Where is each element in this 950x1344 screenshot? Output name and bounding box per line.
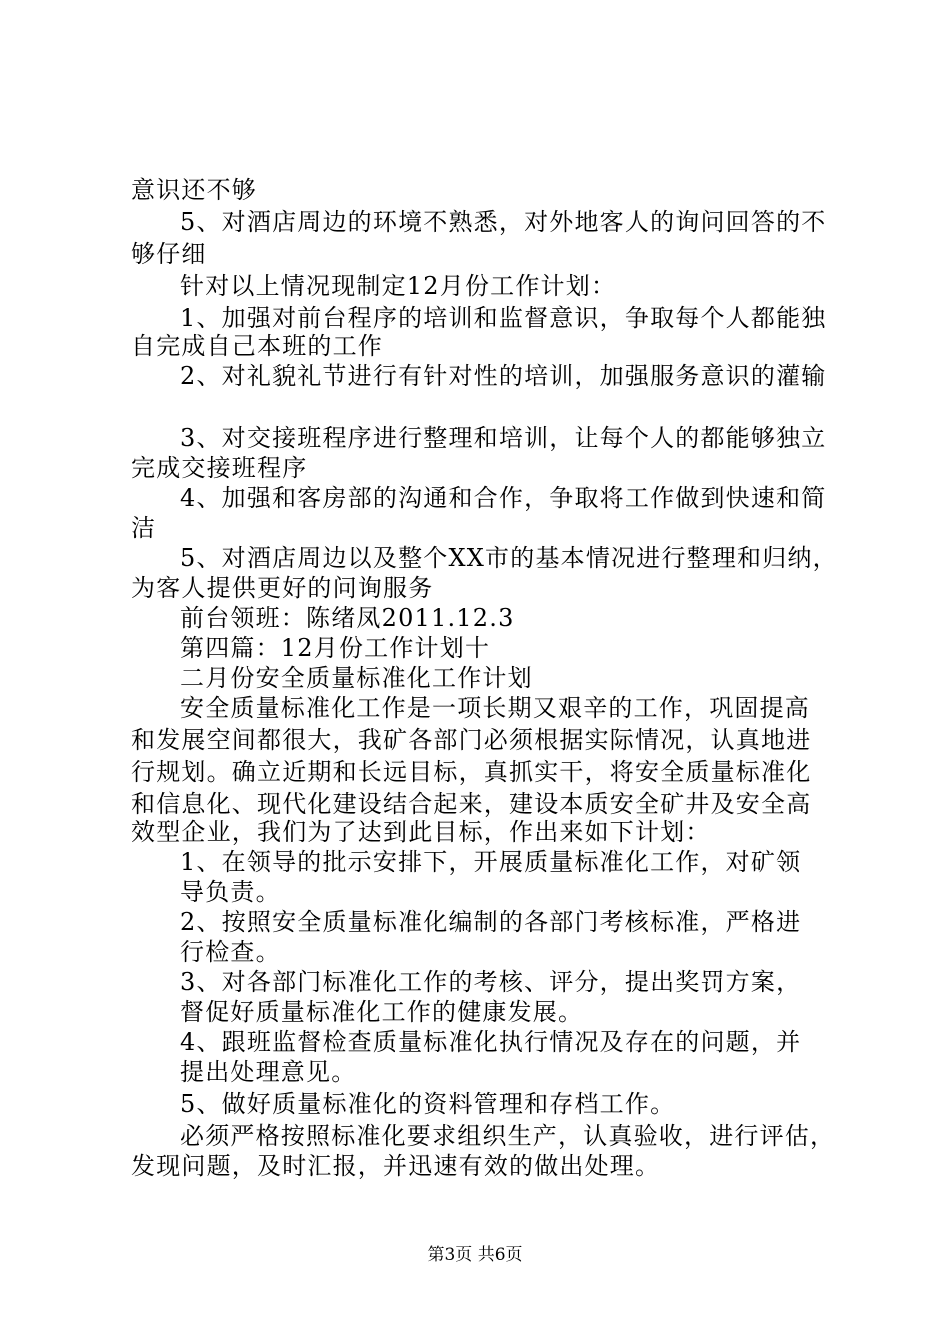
text-line: 第四篇：12月份工作计划十 <box>180 634 491 662</box>
text-line: 提出处理意见。 <box>180 1058 357 1086</box>
text-line: 3、对各部门标准化工作的考核、评分，提出奖罚方案， <box>180 968 802 996</box>
text-line: 和信息化、现代化建设结合起来，建设本质安全矿井及安全高 <box>131 790 812 818</box>
text-line: 完成交接班程序 <box>131 454 308 482</box>
text-line: 为客人提供更好的问询服务 <box>131 574 434 602</box>
text-line: 2、按照安全质量标准化编制的各部门考核标准，严格进 <box>180 908 802 936</box>
text-line: 效型企业，我们为了达到此目标，作出来如下计划： <box>131 818 711 846</box>
text-line: 行规划。确立近期和长远目标，真抓实干，将安全质量标准化 <box>131 758 812 786</box>
text-line: 前台领班：陈绪凤2011.12.3 <box>180 604 515 632</box>
text-line: 针对以上情况现制定12月份工作计划： <box>180 272 617 300</box>
page-number-footer: 第3页 共6页 <box>427 1245 523 1265</box>
text-line: 二月份安全质量标准化工作计划 <box>180 664 533 692</box>
text-line: 督促好质量标准化工作的健康发展。 <box>180 998 584 1026</box>
text-line: 自完成自己本班的工作 <box>131 332 383 360</box>
text-line: 必须严格按照标准化要求组织生产，认真验收，进行评估， <box>180 1122 836 1150</box>
text-line: 5、对酒店周边的环境不熟悉，对外地客人的询问回答的不 <box>180 208 827 236</box>
text-line: 安全质量标准化工作是一项长期又艰辛的工作，巩固提高 <box>180 694 810 722</box>
text-line: 和发展空间都很大，我矿各部门必须根据实际情况，认真地进 <box>131 726 812 754</box>
text-line: 意识还不够 <box>131 176 257 204</box>
text-line: 4、加强和客房部的沟通和合作，争取将工作做到快速和简 <box>180 484 827 512</box>
text-line: 行检查。 <box>180 938 281 966</box>
text-line: 1、在领导的批示安排下，开展质量标准化工作，对矿领 <box>180 848 802 876</box>
text-line: 3、对交接班程序进行整理和培训，让每个人的都能够独立 <box>180 424 827 452</box>
text-line: 4、跟班监督检查质量标准化执行情况及存在的问题，并 <box>180 1028 802 1056</box>
text-line: 5、对酒店周边以及整个XX市的基本情况进行整理和归纳， <box>180 544 838 572</box>
text-line: 1、加强对前台程序的培训和监督意识，争取每个人都能独 <box>180 304 827 332</box>
text-line: 够仔细 <box>131 240 207 268</box>
text-line: 洁 <box>131 514 157 542</box>
text-line: 5、做好质量标准化的资料管理和存档工作。 <box>180 1090 676 1118</box>
text-line: 2、对礼貌礼节进行有针对性的培训，加强服务意识的灌输 <box>180 362 827 390</box>
text-line: 导负责。 <box>180 878 281 906</box>
text-line: 发现问题，及时汇报，并迅速有效的做出处理。 <box>131 1152 661 1180</box>
